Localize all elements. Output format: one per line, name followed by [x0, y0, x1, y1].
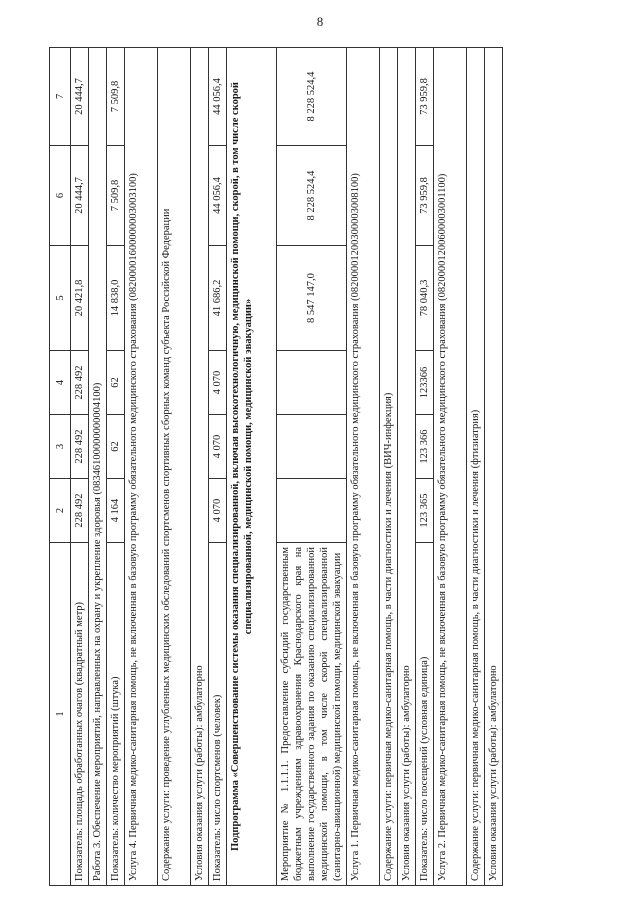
value-cell: 123366: [416, 351, 434, 415]
subprogram-title: Подпрограмма «Совершенствование системы оказания специализированной, включая высокотехнологичную, медицинской помощи, скорой, в том числе скорой специализированной, медицинской помощи, медицинской эвакуации»: [227, 48, 277, 886]
value-cell: 123 366: [416, 415, 434, 479]
value-cell: [277, 351, 347, 415]
row-label: Показатель: количество мероприятий (штука): [107, 543, 125, 886]
row-label: Содержание услуги: первичная медико-санитарная помощь, в части диагностики и лечения (фтизиатрия): [467, 48, 485, 886]
row-label: Работа 3. Обеспечение мероприятий, направленных на охрану и укрепление здоровья (08346100000000004100): [89, 48, 107, 886]
row-label: Услуга 4. Первичная медико-санитарная помощь, не включенная в базовую программу обязательного медицинского страхования (08200001600000003003100): [125, 48, 158, 886]
row-label: Условия оказания услуги (работы): амбулаторно: [191, 48, 209, 886]
header-cell: 5: [50, 246, 71, 351]
row-label: Условия оказания услуги (работы): амбулаторно: [485, 48, 503, 886]
value-cell: 44 056,4: [209, 146, 227, 246]
value-cell: 78 040,3: [416, 246, 434, 351]
row-label: Показатель: число спортсменов (человек): [209, 543, 227, 886]
value-cell: 8 228 524,4: [277, 146, 347, 246]
page-number: 8: [316, 14, 324, 29]
value-cell: 20 444,7: [71, 146, 89, 246]
table-row: [125, 48, 158, 886]
value-cell: 228 492: [71, 479, 89, 543]
value-cell: 20 421,8: [71, 246, 89, 351]
header-cell: 1: [50, 543, 71, 886]
value-cell: 7 509,8: [107, 48, 125, 146]
table-row: [434, 48, 467, 886]
value-cell: 228 492: [71, 351, 89, 415]
table-row: [398, 48, 416, 886]
table-row: [191, 48, 209, 886]
table-row: [380, 48, 398, 886]
table-body: [50, 48, 503, 886]
value-cell: 62: [107, 415, 125, 479]
value-cell: 4 070: [209, 415, 227, 479]
table-row: [209, 48, 227, 886]
rotated-table-block: [49, 48, 569, 886]
value-cell: 4 164: [107, 479, 125, 543]
table-row: [347, 48, 380, 886]
row-label: Условия оказания услуги (работы): амбулаторно: [398, 48, 416, 886]
row-label: Услуга 1. Первичная медико-санитарная помощь, не включенная в базовую программу обязательного медицинского страхования (08200001200300003008100): [347, 48, 380, 886]
header-row: [50, 48, 71, 886]
table-row: [158, 48, 191, 886]
header-cell: 2: [50, 479, 71, 543]
table-row: [227, 48, 277, 886]
table-row: [467, 48, 485, 886]
header-cell: 7: [50, 48, 71, 146]
header-cell: 4: [50, 351, 71, 415]
row-label: Услуга 2. Первичная медико-санитарная помощь, не включенная в базовую программу обязательного медицинского страхования (08200001200600003001100): [434, 48, 467, 886]
row-label: Показатель: площадь обработанных очагов (квадратный метр): [71, 543, 89, 886]
table-row: [107, 48, 125, 886]
row-label: Показатель: число посещений (условная единица): [416, 543, 434, 886]
value-cell: [277, 415, 347, 479]
table-row: [71, 48, 89, 886]
row-label: Мероприятие № 1.1.1.1. Предоставление субсидий государственным бюджетным учреждениям здравоохранения Краснодарского края на выполнение государственного задания по оказанию специализированной медицинской помощи, в том числе скорой специализированной (санитарно-авиационной) медицинской помощи, медицинской эвакуации: [277, 543, 347, 886]
value-cell: 14 838,0: [107, 246, 125, 351]
table-row: [485, 48, 503, 886]
value-cell: 62: [107, 351, 125, 415]
value-cell: 73 959,8: [416, 48, 434, 146]
value-cell: 4 070: [209, 351, 227, 415]
budget-table: [49, 47, 503, 886]
header-cell: 3: [50, 415, 71, 479]
value-cell: 73 959,8: [416, 146, 434, 246]
value-cell: 20 444,7: [71, 48, 89, 146]
row-label: Содержание услуги: первичная медико-санитарная помощь, в части диагностики и лечения (ВИЧ-инфекция): [380, 48, 398, 886]
value-cell: 123 365: [416, 479, 434, 543]
row-label: Содержание услуги: проведение углубленных медицинских обследований спортсменов спортивных сборных команд субъекта Российской Федерации: [158, 48, 191, 886]
table-row: [416, 48, 434, 886]
value-cell: 8 547 147,0: [277, 246, 347, 351]
value-cell: 41 686,2: [209, 246, 227, 351]
value-cell: 8 228 524,4: [277, 48, 347, 146]
value-cell: 4 070: [209, 479, 227, 543]
table-row: [89, 48, 107, 886]
table-row: [277, 48, 347, 886]
value-cell: 228 492: [71, 415, 89, 479]
value-cell: 7 509,8: [107, 146, 125, 246]
value-cell: 44 056,4: [209, 48, 227, 146]
value-cell: [277, 479, 347, 543]
header-cell: 6: [50, 146, 71, 246]
